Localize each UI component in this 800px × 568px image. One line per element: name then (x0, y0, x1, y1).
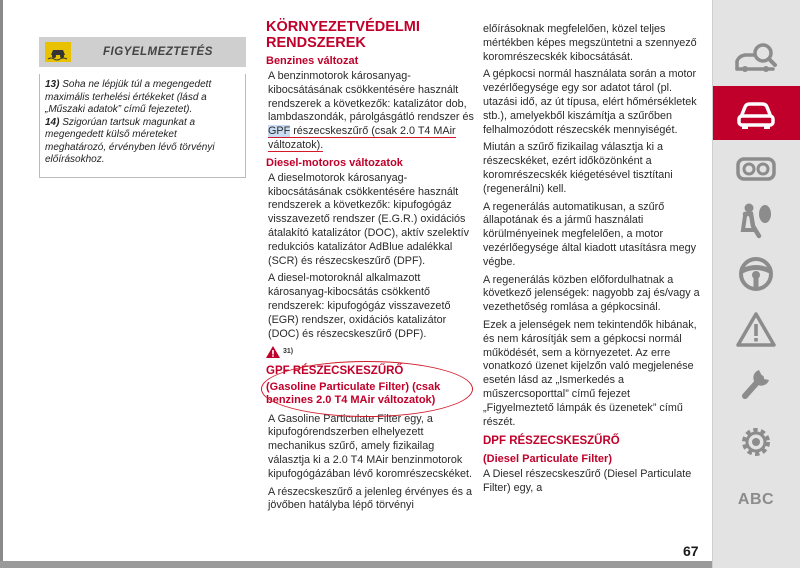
dashboard-icon (733, 149, 779, 189)
warning-reference[interactable] (266, 345, 478, 359)
petrol-subheading: Benzines változat (266, 55, 359, 67)
gpf-paragraph-2: A részecskeszűrő a jelenleg érvényes és a jövőben hatályba lépő törvényi (268, 485, 473, 512)
warning-reference-number: 31) (283, 348, 294, 356)
sidebar-item-maintenance[interactable] (712, 355, 800, 409)
car-icon (733, 93, 779, 133)
diesel-paragraph-1: A dieselmotorok károsanyag-kibocsátásának csökkentésére használt rendszerek a következők: kipufogógáz visszavezető rendszer (E.G.R.) oxidációs átalakító katalizátor (DOC), aktív szelektív redukciós katalizátor AdBlue adalékkal (SCR) és részecskeszűrő (DPF). (268, 171, 470, 267)
gpf-paragraph-1: A Gasoline Particulate Filter egy, a kipufogórendszerben elhelyezett mechanikus szűrő, amely fizikailag választja ki a 2.0 T4 MAir benzinmotorok kipufogógázában lévő koromrészecskéket. (268, 412, 473, 480)
diesel-paragraph-2: A diesel-motoroknál alkalmazott károsanyag-kibocsátás csökkentő rendszerek: kipufogógáz visszavezető (EGR) rendszer, oxidációs katalizátor (DOC) és részecskeszűrő (DPF). (268, 272, 451, 340)
text-column-2 (483, 23, 701, 499)
search-car-icon (733, 39, 779, 79)
paragraph: A regenerálás automatikusan, a szűrő állapotának és a jármű használati körülményeinek megfelelően, a motor vezérlőegysége által kiadott utasításra megy végbe. (483, 200, 697, 268)
dpf-paragraph: A Diesel részecskeszűrő (Diesel Particulate Filter) egy, a (483, 467, 692, 494)
warning-item: 13) Soha ne lépjük túl a megengedett maximális terhelési értékeket (lásd a „Műszaki adatok” című fejezetet). (45, 79, 212, 115)
warning-body (39, 74, 246, 178)
gpf-heading-block (266, 365, 478, 407)
warning-box (39, 37, 246, 178)
gear-icon (733, 422, 779, 462)
gpf-subheading: (Gasoline Particulate Filter) (csak benzines 2.0 T4 MAir változatok) (266, 380, 441, 406)
steering-wheel-icon (733, 254, 779, 294)
page-edge-bottom (0, 561, 712, 568)
sidebar-item-index[interactable] (712, 473, 800, 527)
sidebar-item-safety[interactable] (712, 193, 800, 247)
sidebar-item-driving[interactable] (712, 247, 800, 301)
section-heading: KÖRNYEZETVÉDELMI RENDSZEREK (266, 19, 420, 51)
warning-triangle-icon (266, 346, 280, 358)
red-circle-annotation (261, 361, 473, 417)
dpf-subheading: (Diesel Particulate Filter) (483, 452, 612, 465)
paragraph: Miután a szűrő fizikailag választja ki a részecskéket, ezért időközönként a koromrészecskék kiégetésével tisztítani (regenerálni) kell. (483, 141, 673, 195)
highlighted-word: GPF (268, 125, 291, 138)
page-edge-left (0, 0, 3, 568)
sidebar-item-emergency[interactable] (712, 303, 800, 357)
chapter-sidebar (712, 0, 800, 568)
sidebar-item-technical[interactable] (712, 415, 800, 469)
warning-triangle-icon (733, 310, 779, 350)
wrench-icon (733, 362, 779, 402)
text-column-1 (266, 20, 478, 517)
paragraph: A regenerálás közben előfordulhatnak a következő jelenségek: nagyobb zaj és/vagy a vezethetőség romlása a gépkocsinál. (483, 273, 700, 314)
car-skid-warning-icon (45, 42, 71, 62)
sidebar-item-car[interactable] (712, 86, 800, 140)
page-number: 67 (683, 543, 699, 559)
warning-item: 14) Szigorúan tartsuk magunkat a megengedett külső méreteket meghatározó, érvényben lévő törvényi előírásokhoz. (45, 116, 215, 165)
paragraph: előírásoknak megfelelően, közel teljes mértékben képes megszüntetni a szennyező koromrészecskék kibocsátását. (483, 23, 697, 63)
diesel-subheading: Diesel-motoros változatok (266, 156, 403, 169)
petrol-paragraph: A benzinmotorok károsanyag-kibocsátásának csökkentésére használt rendszerek a következők: katalizátor dob, lambdaszondák, párolgásgátló rendszer és GPF részecskeszűrő (csak 2.0 T4 MAir változatok). (268, 70, 474, 151)
warning-header (39, 37, 246, 67)
sidebar-divider (712, 0, 713, 568)
index-label: ABC (737, 491, 775, 508)
dpf-heading: DPF RÉSZECSKESZŰRŐ (483, 435, 620, 448)
sidebar-item-dashboard[interactable] (712, 142, 800, 196)
sidebar-item-search[interactable] (712, 32, 800, 86)
warning-title: FIGYELMEZTETÉS (103, 46, 213, 58)
paragraph: A gépkocsi normál használata során a motor vezérlőegysége egy sor adatot tárol (pl. utazási idő, az út típusa, elért hőmérsékletek stb.), amelyekből kiszámítja a szűrőben felhalmozódott részecskék mennyiségét. (483, 68, 697, 136)
gpf-heading: GPF RÉSZECSKESZŰRŐ (266, 365, 404, 378)
airbag-person-icon (733, 200, 779, 240)
paragraph: Ezek a jelenségek nem tekintendők hibának, és nem károsítják sem a gépkocsi normál működését, sem a környezetet. Az erre vonatkozó üzenet kijelzőn való megjelenése esetén lásd az „Ismerkedés a műszercsoporttal” című fejezet „Figyelmeztető lámpák és üzenetek” című részét. (483, 318, 697, 428)
